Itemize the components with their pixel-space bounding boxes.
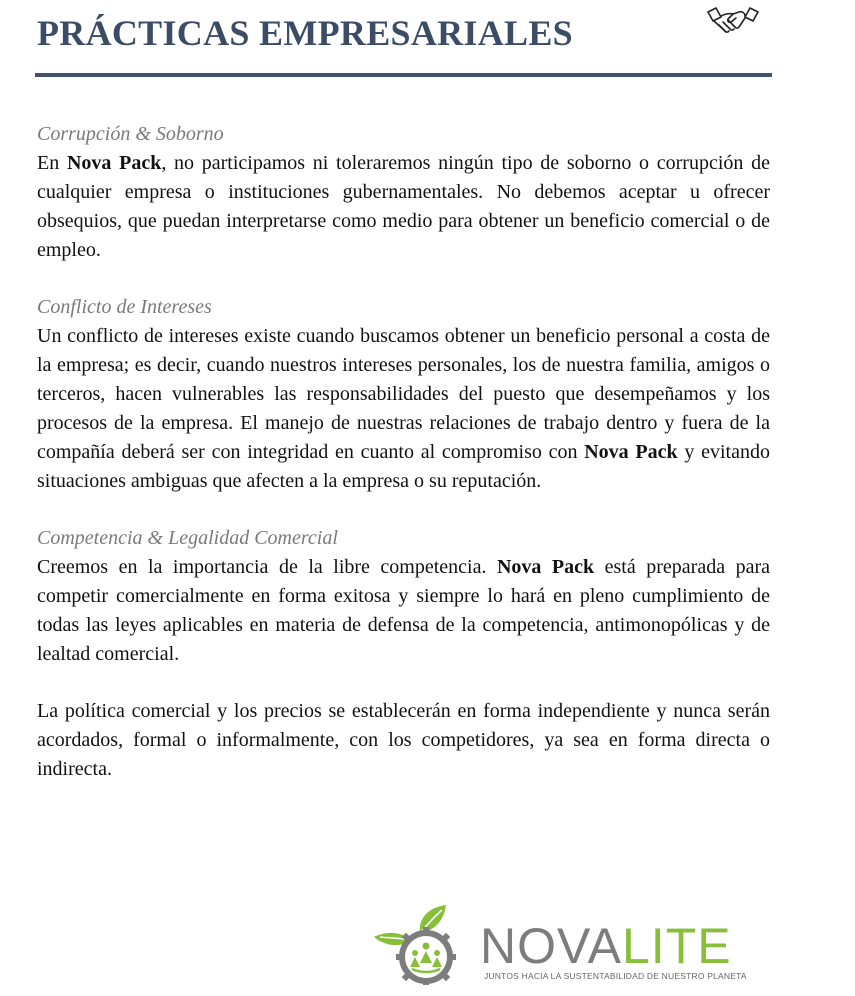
section-paragraph: La política comercial y los precios se establecerán en forma independiente y nunca serán acordados, formal o informalmente, con los competidores, ya sea en forma directa o indirecta. <box>37 700 770 780</box>
document-body <box>37 120 770 784</box>
logo-wordmark: NOVALITE <box>480 918 732 974</box>
section-heading: Competencia & Legalidad Comercial <box>37 527 338 549</box>
title-rule <box>35 73 772 77</box>
company-name: Nova Pack <box>496 556 595 578</box>
section-heading: Corrupción & Soborno <box>37 123 224 145</box>
section-paragraph: Un conflicto de intereses existe cuando buscamos obtener un beneficio personal a costa de la empresa; es decir, cuando nuestros intereses personales, los de nuestra familia, amigos o terceros, hacen vulnerables las responsabilidades del puesto que desempeñamos y los procesos de la empresa. El manejo de nuestras relaciones de trabajo dentro y fuera de la compañía deberá ser con integridad en cuanto al compromiso con Nova Pack y evitando situaciones ambiguas que afecten a la empresa o su reputación. <box>37 325 770 492</box>
company-name: Nova Pack <box>584 441 678 463</box>
company-name: Nova Pack <box>66 152 162 174</box>
section-heading: Conflicto de Intereses <box>37 296 212 318</box>
novalite-logo <box>372 903 772 988</box>
section-competencia <box>37 524 770 784</box>
section-paragraph: Creemos en la importancia de la libre competencia. Nova Pack está preparada para competir comercialmente en forma exitosa y siempre lo hará en pleno cumplimiento de todas las leyes aplicables en materia de defensa de la competencia, antimonopólicas y de lealtad comercial. <box>37 556 770 665</box>
logo-tagline: JUNTOS HACIA LA SUSTENTABILIDAD DE NUESTRO PLANETA <box>484 971 747 981</box>
section-conflicto <box>37 293 770 496</box>
section-corrupcion <box>37 120 770 265</box>
section-paragraph: En Nova Pack, no participamos ni toleraremos ningún tipo de soborno o corrupción de cualquier empresa o instituciones gubernamentales. No debemos aceptar u ofrecer obsequios, que puedan interpretarse como medio para obtener un beneficio comercial o de empleo. <box>37 152 770 261</box>
handshake-icon <box>706 6 760 36</box>
leaf-gear-emblem-icon <box>372 903 472 985</box>
page-title: PRÁCTICAS EMPRESARIALES <box>37 13 573 53</box>
